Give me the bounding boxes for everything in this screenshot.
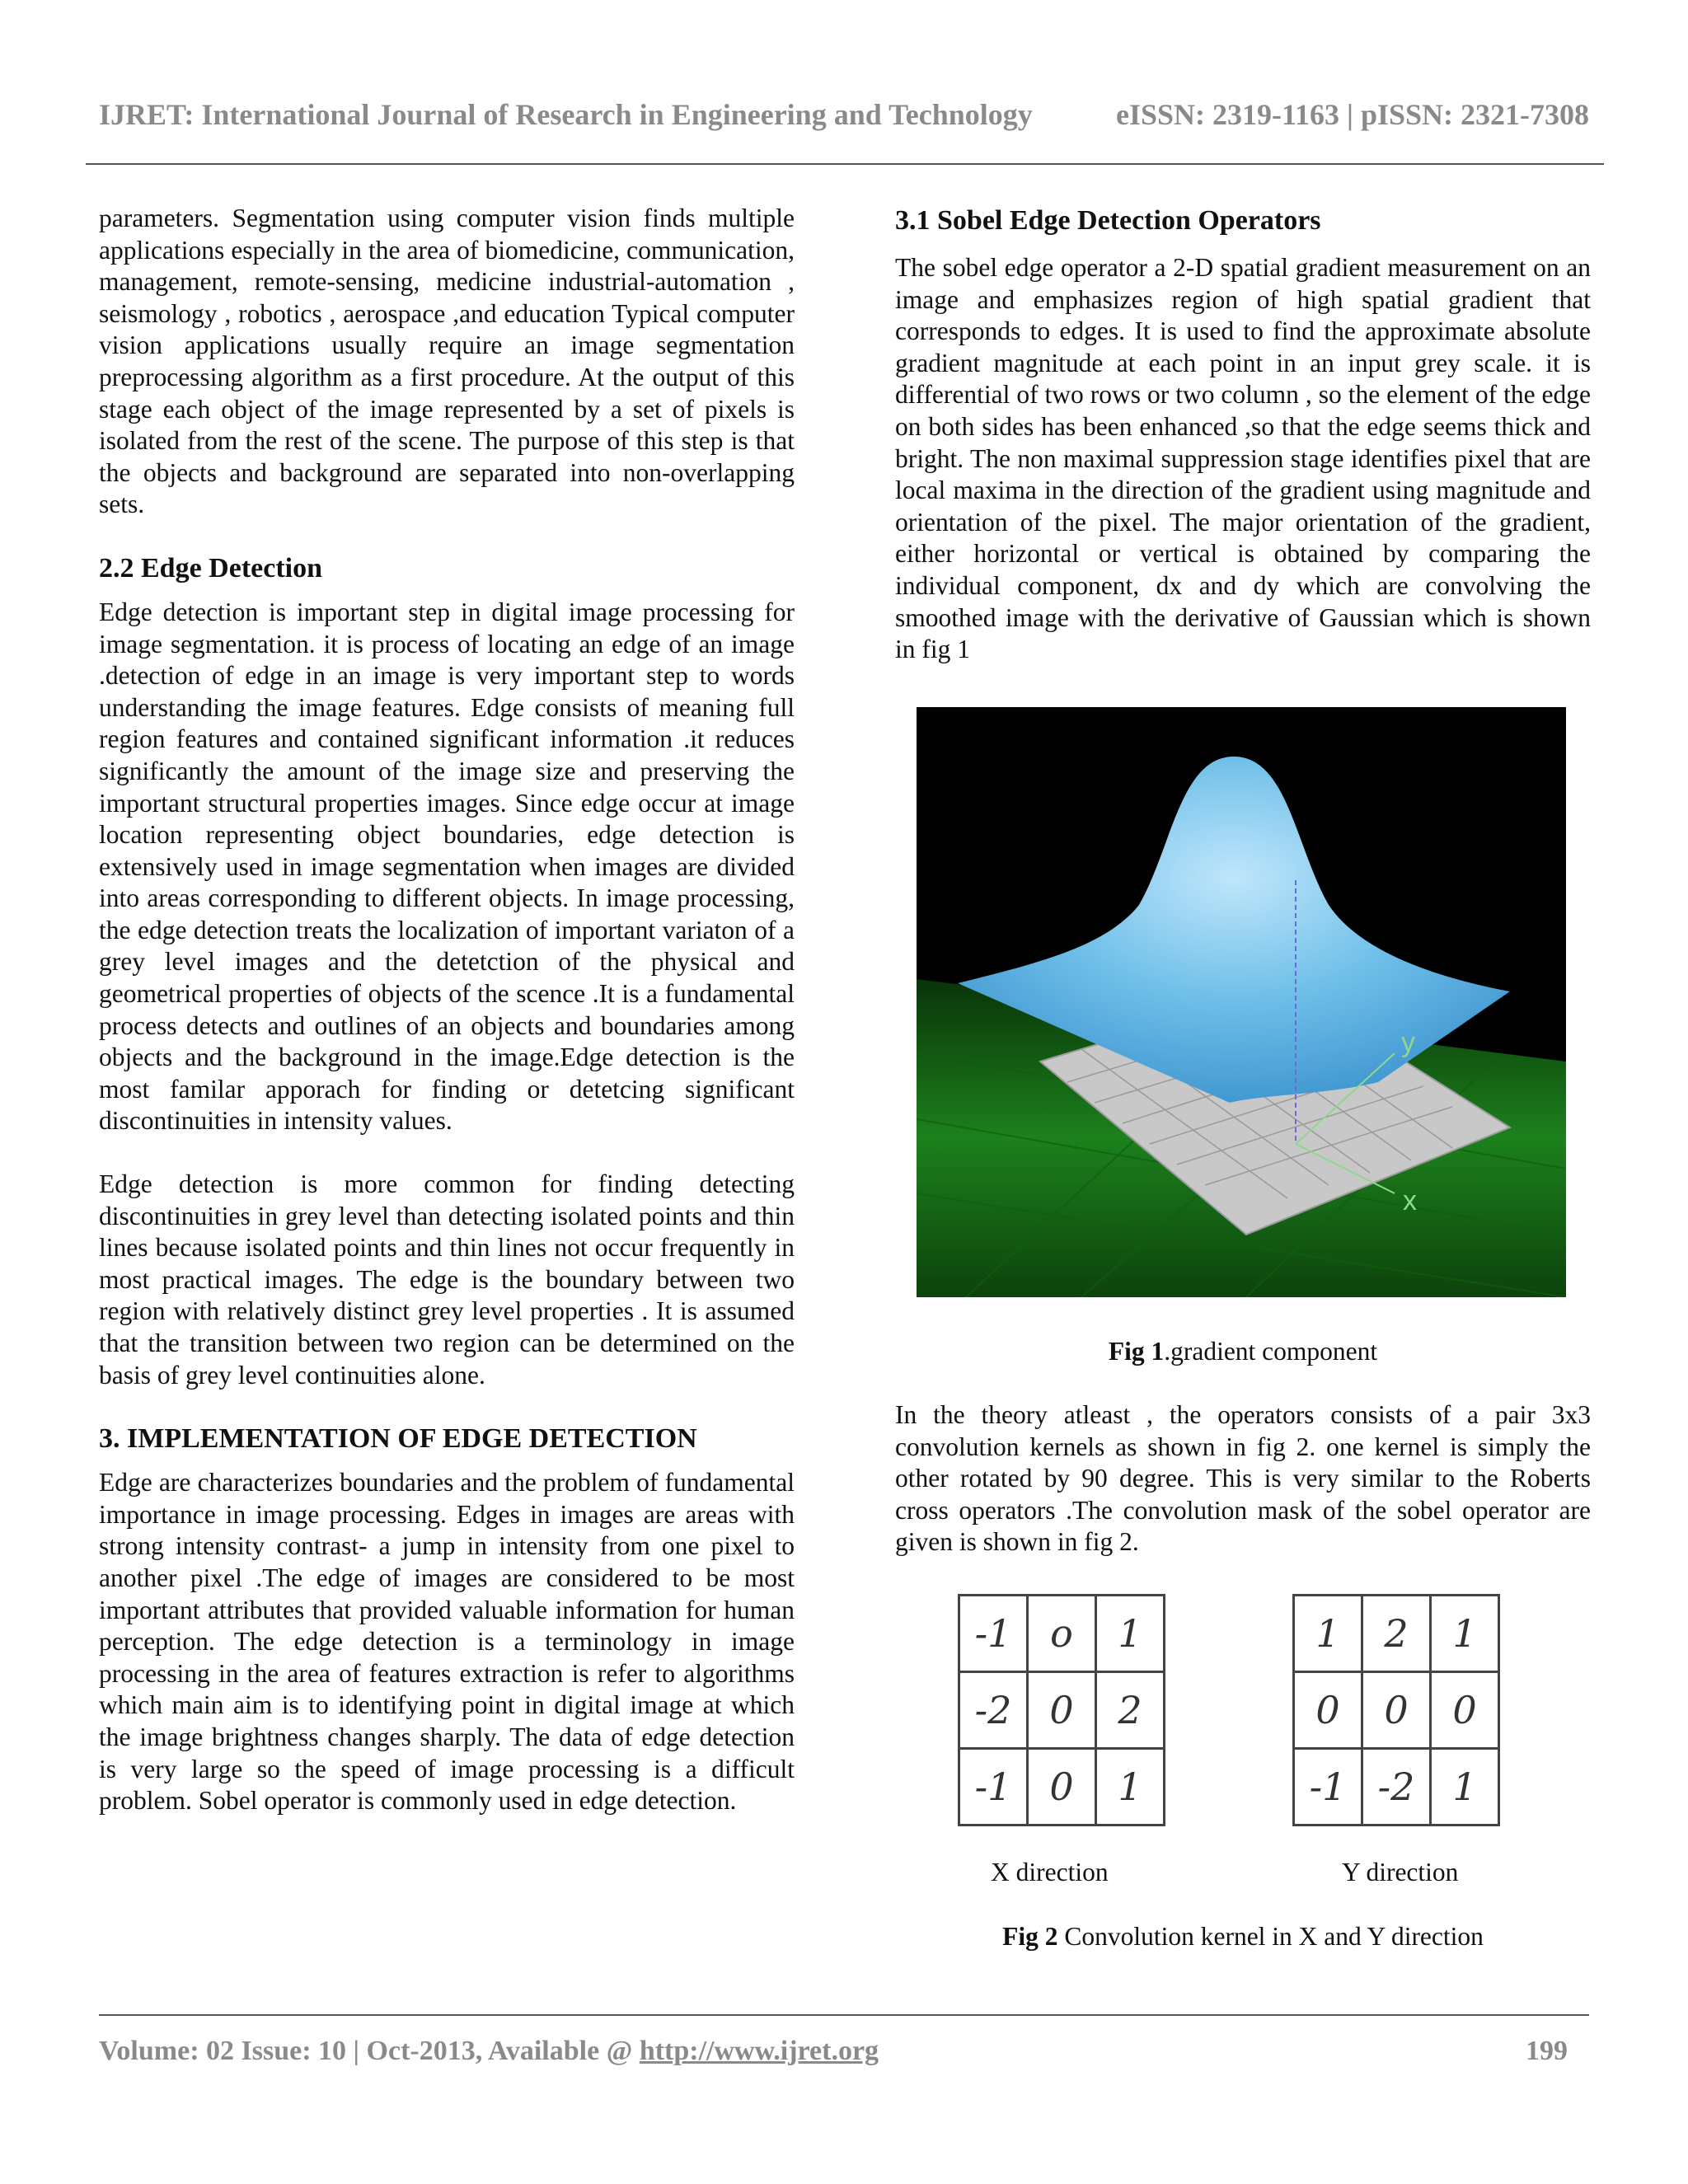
kernel-y-cell: 0 — [1431, 1672, 1499, 1749]
figure2-label: Fig 2 — [1002, 1922, 1058, 1951]
right-column — [895, 203, 1591, 666]
figure2-caption — [895, 1922, 1591, 1952]
kernel-y-cell: 1 — [1431, 1749, 1499, 1825]
kernel-x-cell: -1 — [959, 1596, 1028, 1672]
figure1-text: .gradient component — [1164, 1337, 1378, 1366]
kernel-x-cell: o — [1028, 1596, 1096, 1672]
paragraph-kernels: In the theory atleast , the operators consists of a pair 3x3 convolution kernels as shown in fig 2. one kernel is simply the other rotated by 90 degree. This is very similar to the Roberts cross operators .The convolution mask of the sobel operator are given is shown in fig 2. — [895, 1400, 1591, 1557]
issn-info: eISSN: 2319-1163 | pISSN: 2321-7308 — [1116, 98, 1589, 131]
running-footer — [99, 2036, 1589, 2067]
section-heading-implementation: 3. IMPLEMENTATION OF EDGE DETECTION — [99, 1423, 697, 1455]
footer-volume-info: Volume: 02 Issue: 10 | Oct-2013, Available @ — [99, 2036, 640, 2066]
paragraph-edge-detection-1: Edge detection is important step in digital image processing for image segmentation. it is process of locating an edge of an image .detection of edge in an image is very important step to words understanding the image features. Edge consists of meaning full region features and contained significant information .it reduces significantly the amount of the image size and preserving the important structural properties images. Since edge occur at image location representing object boundaries, edge detection is extensively used in image segmentation when images are divided into areas corresponding to different objects. In image processing, the edge detection treats the localization of important variaton of a grey level images and the detetction of the physical and geometrical properties of objects of the scence .It is a fundamental process detects and outlines of an objects and boundaries among objects and the background in the image.Edge detection is the most familar apporach for finding or detetcing significant discontinuities in intensity values. — [99, 597, 795, 1136]
paragraph-sobel: The sobel edge operator a 2-D spatial gradient measurement on an image and emphasizes region of high spatial gradient that corresponds to edges. It is used to find the approximate absolute gradient magnitude at each point in an input grey scale. it is differential of two rows or two column , so the element of the edge on both sides has been enhanced ,so that the edge seems thick and bright. The non maximal suppression stage identifies pixel that are local maxima in the direction of the gradient using magnitude and orientation of the pixel. The major orientation of the gradient, either horizontal or vertical is obtained by comparing the individual component, dx and dy which are convolving the smoothed image with the derivative of Gaussian which is shown in fig 1 — [895, 253, 1591, 664]
kernel-y-cell: 0 — [1362, 1672, 1431, 1749]
kernel-y-cell: 1 — [1294, 1596, 1362, 1672]
gaussian-gradient-figure — [917, 707, 1566, 1297]
kernel-y-cell: -1 — [1294, 1749, 1362, 1825]
kernel-x-cell: 0 — [1028, 1672, 1096, 1749]
journal-title: IJRET: International Journal of Research in Engineering and Technology — [99, 98, 1033, 131]
journal-url-link[interactable]: http://www.ijret.org — [639, 2036, 879, 2066]
running-header — [99, 97, 1589, 140]
x-direction-label: X direction — [991, 1858, 1109, 1886]
figure1-caption — [895, 1337, 1591, 1366]
kernel-x-cell: 2 — [1096, 1672, 1165, 1749]
kernel-x-cell: -1 — [959, 1749, 1028, 1825]
axis-label-y: y — [1401, 1027, 1415, 1058]
paragraph-intro: parameters. Segmentation using computer vision finds multiple applications especially in the area of biomedicine, communication, management, remote-sensing, medicine industrial-automation , seismology , robotics , aerospace ,and education Typical computer vision applications usually require an image segmentation preprocessing algorithm as a first procedure. At the output of this stage each object of the image represented by a set of pixels is isolated from the rest of the scene. The purpose of this step is that the objects and background are separated into non-overlapping sets. — [99, 204, 795, 519]
page-number: 199 — [1526, 2036, 1568, 2066]
kernel-y-cell: -2 — [1362, 1749, 1431, 1825]
kernel-x-cell: 0 — [1028, 1749, 1096, 1825]
left-column — [99, 203, 795, 1817]
axis-label-x: x — [1403, 1185, 1417, 1216]
paragraph-edge-detection-2: Edge detection is more common for finding detecting discontinuities in grey level than detecting isolated points and thin lines because isolated points and thin lines not occur frequently in most practical images. The edge is the boundary between two region with relatively distinct grey level properties . It is assumed that the transition between two region can be determined on the basis of grey level continuities alone. — [99, 1169, 795, 1390]
y-direction-label: Y direction — [1342, 1858, 1459, 1886]
gaussian-surface-image — [917, 707, 1566, 1297]
kernel-y-cell: 0 — [1294, 1672, 1362, 1749]
footer-divider — [99, 2014, 1589, 2016]
paragraph-implementation: Edge are characterizes boundaries and the problem of fundamental importance in image processing. Edges in images are areas with strong intensity contrast- a jump in intensity from one pixel to another pixel .The edge of images are considered to be most important attributes that provided valuable information for human perception. The edge detection is a terminology in image processing in the area of features extraction is refer to algorithms which main aim is to identifying point in digital image at which the image brightness changes sharply. The data of edge detection is very large so the speed of image processing is a difficult problem. Sobel operator is commonly used in edge detection. — [99, 1468, 795, 1816]
figure1-label: Fig 1 — [1108, 1337, 1165, 1366]
figure2-text: Convolution kernel in X and Y direction — [1057, 1922, 1484, 1951]
kernel-x-cell: 1 — [1096, 1749, 1165, 1825]
kernel-x-cell: 1 — [1096, 1596, 1165, 1672]
header-divider — [86, 163, 1604, 165]
kernel-y-table — [1292, 1594, 1500, 1826]
kernel-x-table — [958, 1594, 1165, 1826]
kernel-x-cell: -2 — [959, 1672, 1028, 1749]
kernel-y-cell: 1 — [1431, 1596, 1499, 1672]
section-heading-sobel: 3.1 Sobel Edge Detection Operators — [895, 205, 1321, 236]
kernel-y-cell: 2 — [1362, 1596, 1431, 1672]
section-heading-edge-detection: 2.2 Edge Detection — [99, 552, 323, 583]
